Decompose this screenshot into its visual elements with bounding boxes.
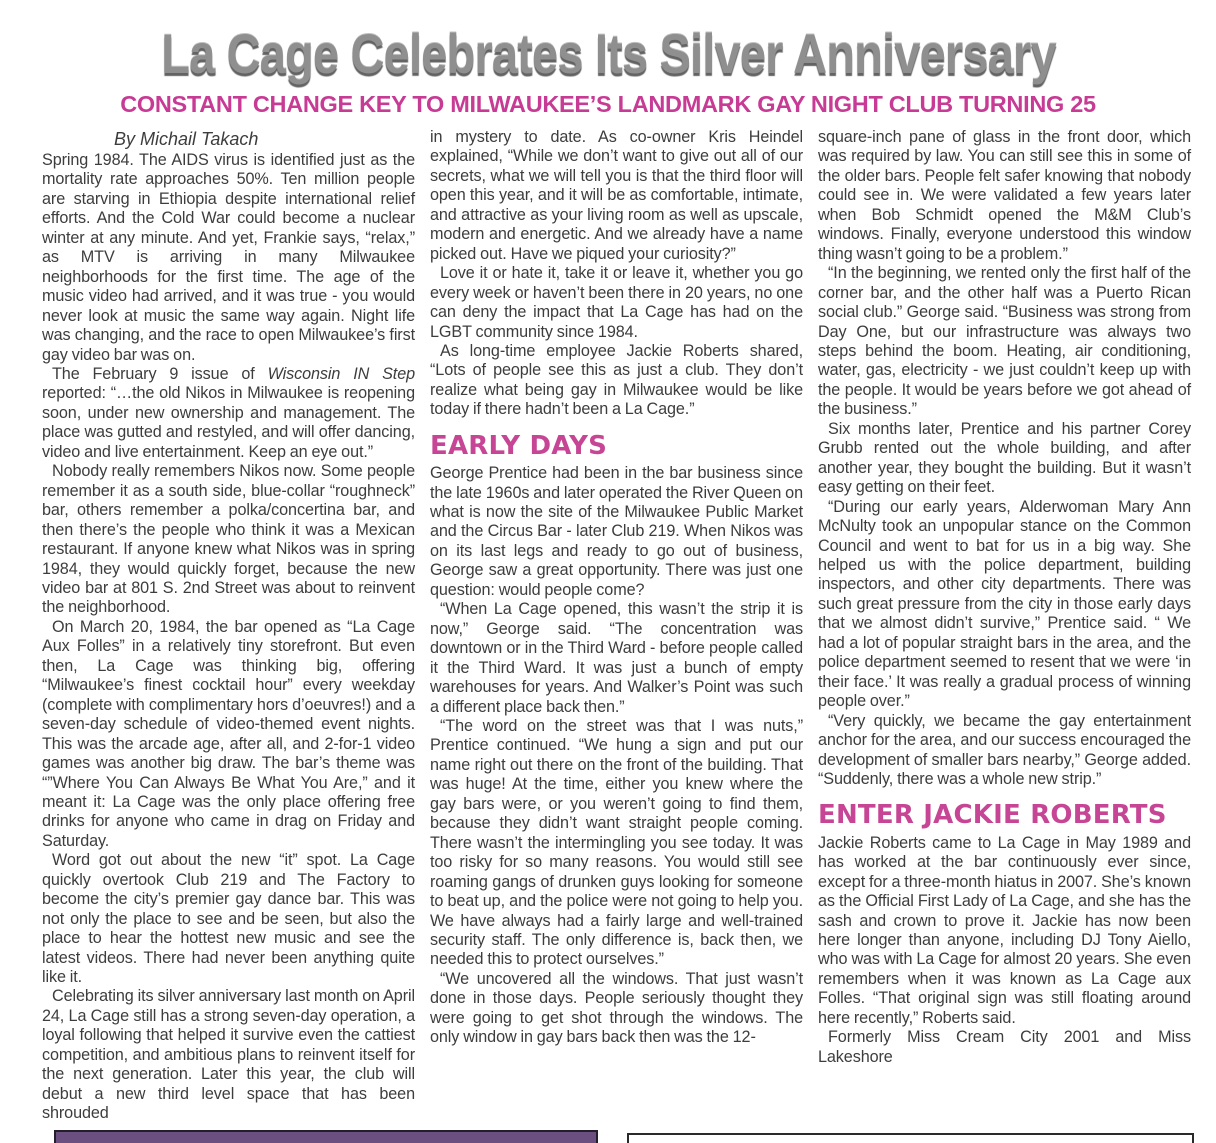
byline: By Michail Takach xyxy=(114,129,259,149)
paragraph: “When La Cage opened, this wasn’t the strip it is now,” George said. “The concentration was downtown or in the Third Ward - before people called it the Third Ward. It was just a bunch of empty warehouses for years. And Walker’s Point was such a different place back then.” xyxy=(430,600,803,716)
article-subtitle: CONSTANT CHANGE KEY TO MILWAUKEE’S LANDMARK GAY NIGHT CLUB TURNING 25 xyxy=(120,91,1096,117)
paragraph: On March 20, 1984, the bar opened as “La Cage Aux Folles” in a relatively tiny storefront. But even then, La Cage was thinking big, offering “Milwaukee’s finest cocktail hour” every weekday (complete with complimentary hors d’oeuvres!) and a seven-day schedule of video-themed event nights. This was the arcade age, after all, and 2-for-1 video games was another big draw. The bar’s theme was “”Where You Can Always Be What You Are,” and it meant it: La Cage was the only place offering free drinks for anyone who came in drag on Friday and Saturday. xyxy=(42,617,415,850)
masthead xyxy=(0,0,1216,85)
paragraph-text: reported: “…the old Nikos in Milwaukee is reopening soon, under new ownership and management. The place was gutted and restyled, and will offer dancing, video and live entertainment. Keep an eye out.” xyxy=(42,384,415,461)
paragraph: “The word on the street was that I was nuts,” Prentice continued. “We hung a sign and put our name right out there on the front of the building. That was huge! At the time, either you knew where the gay bars were, or you weren’t going to find them, because they didn’t want straight people coming. There wasn’t the intermingling you see today. It was too risky for so many reasons. You would still see roaming gangs of drunken guys looking for someone to beat up, and the police were not going to help you. We have always had a fairly large and well-trained security staff. The only difference is, back then, we needed this to protect ourselves.” xyxy=(430,716,803,969)
photo-edge-purple xyxy=(54,1130,598,1143)
section-heading-early-days: EARLY DAYS xyxy=(430,430,608,461)
column-1 xyxy=(42,128,415,1124)
paragraph: George Prentice had been in the bar business since the late 1960s and later operated the River Queen on what is now the site of the Milwaukee Public Market and the Circus Bar - later Club 219. When Nikos was on its last legs and ready to go out of business, George saw a great opportunity. There was just one question: would people come? xyxy=(430,464,803,599)
article-title: La Cage Celebrates Its Silver Anniversary xyxy=(160,22,1056,85)
paragraph: square-inch pane of glass in the front door, which was required by law. You can still see this in some of the older bars. People felt safer knowing that nobody could see in. We were validated a few years later when Bob Schmidt opened the M&M Club’s windows. Finally, everyone understood this window thing wasn’t going to be a problem.” xyxy=(818,128,1191,263)
paragraph: Formerly Miss Cream City 2001 and Miss Lakeshore xyxy=(818,1028,1191,1066)
paragraph: As long-time employee Jackie Roberts shared, “Lots of people see this as just a club. They don’t realize what being gay in Milwaukee would be like today if there hadn’t been a La Cage.” xyxy=(430,341,803,419)
ad-box-border xyxy=(627,1133,1194,1143)
column-3 xyxy=(818,128,1191,1124)
paragraph: Spring 1984. The AIDS virus is identified just as the mortality rate approaches 50%. Ten million people are starving in Ethiopia despite international relief efforts. And the Cold War could become a nuclear winter at any minute. And yet, Frankie says, “relax,” as MTV is arriving in many Milwaukee neighborhoods for the first time. The age of the music video had arrived, and it was true - you would never look at music the same way again. Night life was changing, and the race to open Milwaukee’s first gay video bar was on. xyxy=(42,151,415,364)
paragraph: Nobody really remembers Nikos now. Some people remember it as a south side, blue-collar “roughneck” bar, others remember a polka/concertina bar, and then there’s the people who think it was a Mexican restaurant. If anyone knew what Nikos was in spring 1984, they would quickly forget, because the new video bar at 801 S. 2nd Street was about to reinvent the neighborhood. xyxy=(42,462,415,617)
paragraph: Six months later, Prentice and his partner Corey Grubb rented out the whole building, and after another year, they bought the building. But it wasn’t easy getting on their feet. xyxy=(818,419,1191,497)
paragraph: “In the beginning, we rented only the first half of the corner bar, and the other half was a Puerto Rican social club.” George said. “Business was strong from Day One, but our infrastructure was always two steps behind the boom. Heating, air conditioning, water, gas, electricity - we just couldn’t keep up with the people. It would be years before we got ahead of the business.” xyxy=(818,264,1191,419)
paragraph: “During our early years, Alderwoman Mary Ann McNulty took an unpopular stance on the Common Council and went to bat for us in a big way. She helped us with the police department, building inspectors, and other city departments. There was such great pressure from the city in those early days that we almost didn’t survive,” Prentice said. “ We had a lot of popular straight bars in the area, and the police department seemed to resent that we were ‘in their face.’ It was really a gradual process of winning people over.” xyxy=(818,497,1191,711)
article-body xyxy=(0,118,1216,1124)
paragraph: Jackie Roberts came to La Cage in May 1989 and has worked at the bar continuously ever since, except for a three-month hiatus in 2007. She’s known as the Official First Lady of La Cage, and she has the sash and crown to prove it. Jackie has now been here longer than anyone, including DJ Tony Aiello, who was with La Cage for almost 20 years. She even remembers when it was known as La Cage aux Folles. “That original sign was still floating around here recently,” Roberts said. xyxy=(818,833,1191,1027)
column-2 xyxy=(430,128,803,1124)
section-heading-enter-jackie-roberts: ENTER JACKIE ROBERTS xyxy=(818,800,1167,831)
paragraph: Celebrating its silver anniversary last month on April 24, La Cage still has a strong seven-day operation, a loyal following that helped it survive even the cattiest competition, and ambitious plans to reinvent itself for the next generation. Later this year, the club will debut a new third level space that has been shrouded xyxy=(42,987,415,1123)
paragraph: Word got out about the new “it” spot. La Cage quickly overtook Club 219 and The Factory to become the city’s premier gay dance bar. This was not only the place to see and be seen, but also the place to hear the hottest new music and see the latest videos. There had never been anything quite like it. xyxy=(42,851,415,987)
paragraph: Love it or hate it, take it or leave it, whether you go every week or haven’t been there in 20 years, no one can deny the impact that La Cage has had on the LGBT community since 1984. xyxy=(430,264,803,341)
paragraph: “Very quickly, we became the gay entertainment anchor for the area, and our success encouraged the development of smaller bars nearby,” George added. “Suddenly, there was a whole new strip.” xyxy=(818,711,1191,788)
publication-name: Wisconsin IN Step xyxy=(267,364,416,383)
paragraph: in mystery to date. As co-owner Kris Heindel explained, “While we don’t want to give out all of our secrets, what we will tell you is that the third floor will open this year, and it will be as comfortable, intimate, and attractive as your living room as well as upscale, modern and energetic. And we already have a name picked out. Have we piqued your curiosity?” xyxy=(430,128,803,263)
paragraph xyxy=(42,365,415,462)
paragraph: “We uncovered all the windows. That just wasn’t done in those days. People seriously thought they were going to get shot through the windows. The only window in gay bars back then was the 12- xyxy=(430,969,803,1047)
paragraph-text: The February 9 issue of xyxy=(52,364,268,383)
